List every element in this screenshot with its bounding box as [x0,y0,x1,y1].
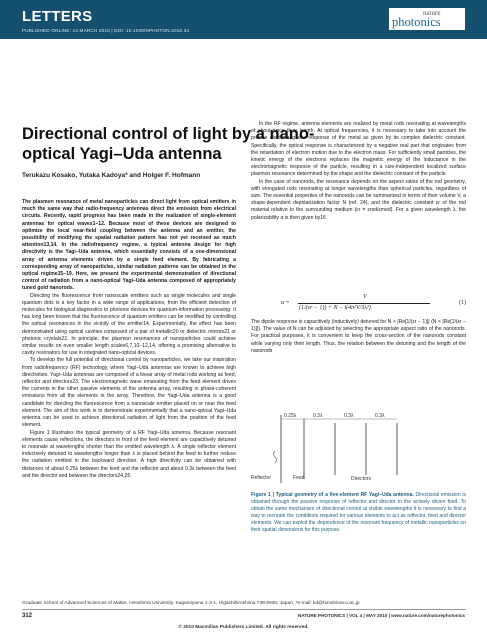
publication-meta: PUBLISHED ONLINE: 14 MARCH 2010 | DOI: 10.1038/NPHOTON.2010.34 [22,28,190,33]
body-paragraph: To develop the full potential of directional control by nanoparticles, we take our inspiration from radiofrequency (RF) technology, where Yagi–Uda antennas are known to achieve high directivities. Yagi–Uda antennas are composed of a linear array of metal rods working as feed, reflector and directors23. The electromagnetic wave emanating from the feed element drives the currents in the other passive elements of the antenna array, resulting in phase-coherent emissions from all the elements in the array. Therefore, the Yagi–Uda antenna is a good candidate for directing the fluorescence from a nanoscale emitter placed on or near the feed element. The aim of this work is to demonstrate experimentally that a nano-optical Yagi–Uda antenna can be used to achieve directional radiation of light from the position of the feed element. [22,357,236,429]
caption-title: Figure 1 | Typical geometry of a five-element RF Yagi–Uda antenna. [251,492,414,498]
spacing-label: 0.3λ [375,413,385,419]
fraction-bar [298,303,430,304]
copyright: © 2010 Macmillan Publishers Limited. All rights reserved. [178,625,309,630]
equation-1 [251,294,466,316]
logo-photonics-text: photonics [392,15,441,29]
spacing-label: 0.3λ [313,413,323,419]
body-paragraph: In the RF regime, antenna elements are realized by metal rods resonating at wavelengths of about twice their length. At optical frequencies, it is necessary to take into account the precise electromagnetic response of the metal as given by its complex dielectric constant. Specifically, the optical response is characterized by a negative real part that originates from the retardation of electron motion due to the electron mass. For sufficiently small particles, the kinetic energy of the electrons replaces the magnetic energy of the inductance in the electromagnetic response of the particle, resulting in a size-independent localized surface plasmon resonance determined by the shape and the dielectric constant of the particle. [251,121,466,178]
figure-caption [251,492,466,534]
figure-1 [251,413,466,483]
abstract: The plasmon resonance of metal nanoparticles can direct light from optical emitters in much the same way that radio-frequency antennas direct the emission from electrical circuits. Recently, rapid progress has been made in the realization of single-element antennas for optical waves1–12. Because most of these devices are designed to optimize the local near-field coupling between the antenna and an emitter, the possibility of modifying the spatial radiation pattern has not yet received as much attention13,14. In the radiofrequency regime, a typical antenna design for high directivity is the Yagi–Uda antenna, which essentially consists of a one-dimensional array of antenna elements driven by a single feed element. By fabricating a corresponding array of nanoparticles, similar radiation patterns can be obtained in the optical regime15–19. Here, we present the experimental demonstration of directional control of radiation from a nano-optical Yagi–Uda antenna composed of appropriately tuned gold nanorods. [22,199,236,292]
logo-nature-text: nature [423,9,441,17]
spacing-label: 0.25λ [284,413,297,419]
yagi-uda-diagram [251,413,466,483]
body-paragraph: The dipole response is capacitively (inductively) detuned for N > |Re[1/(εr − 1)]| (N < |Re[1/(εr − 1)]|). The value of N can be adjusted by selecting the appropriate aspect ratio of the nanorods. For practical purposes, it is convenient to keep the cross-section of the nanorods constant while varying only their length. Thus, the relation between the detuning and the length of the nanorods [251,319,466,354]
body-paragraph: Figure 1 illustrates the typical geometry of a RF Yagi–Uda antenna. Because resonant elements cause reflections, the directors in front of the feed element are capacitively detuned to resonate at wavelengths shorter than the emitted wavelength λ. A single reflector element inductively detuned to wavelengths longer than λ is placed behind the feed to further reduce the radiation emitted in the backward direction. A high directivity can be obtained with distances of about 0.25λ between the feed and the reflector and about 0.3λ between the feed and the director and between the directors24,25. [22,429,236,479]
equation-lhs: α = [281,300,290,306]
left-column [22,199,236,480]
section-label: LETTERS [22,8,93,25]
journal-header-band [0,0,487,39]
equation-number: (1) [459,300,466,306]
body-paragraph: In the case of nanorods, the resonance depends on the aspect ratios of the rod geometry, with elongated rods resonating at longer wavelengths than spherical particles, regardless of size. The essential properties of the nanorods can be summarized in terms of their volume V, a shape-dependent depolarization factor N (ref. 24), and the dielectric constant εr of the rod material relative to the surrounding medium (εr = εrod/εmed). For a given wavelength λ, the polarizability α is then given by16 [251,178,466,221]
article-title: Directional control of light by a nano-optical Yagi–Uda antenna [22,125,315,163]
journal-citation[interactable]: NATURE PHOTONICS | VOL 4 | MAY 2010 | www.nature.com/naturephotonics [297,613,465,618]
body-paragraph: Directing the fluorescence from nanoscale emitters such as single molecules and single quantum dots is a key factor in a wide range of applications, from the efficient detection of molecules for biological diagnostics to photonic devices for quantum-information processing. It has long been known that the fluorescence of quantum emitters can be modified by controlling the optical resonances in the vicinity of the emitter14. Experimentally, the effect has been demonstrated using optical cavities composed of a pair of metallic20 or dielectric mirrors21 or photonic crystals22. In principle, the plasmon resonances of nanoparticles could achieve similar results on even smaller length scales6,7,10–12,14, offering a promising alternative to cavity resonators for use in integrated nano-optical devices. [22,292,236,357]
caption-body: Directional emission is obtained through the passive response of reflector and director to the actively driven feed. To obtain the same mechanism of directional control at visible wavelengths it is necessary to find a way to recreate the conditions required for various elements to act as reflector, feed and director elements. We can exploit the dependence of the resonant frequency of metallic nanoparticles on their spatial dimensions for this purpose. [251,492,466,533]
source-icon [274,451,277,463]
feed-label: Feed [293,475,305,481]
equation-denominator: (1/(εr − 1)) + N − i(4π²V/3λ³) [299,305,371,311]
equation-numerator: V [363,294,367,300]
directors-label: Directors [351,476,372,482]
right-column [251,121,466,222]
journal-logo[interactable] [389,8,465,30]
right-column-continued [251,319,466,355]
affiliation-footnote: Graduate School of Advanced Sciences of Matter, Hiroshima University, Kagamiyama 1-3-1, Higashihiroshima 739-8530, Japan. *e-mail: kd@hiroshima-u.ac.jp [22,601,360,606]
spacing-label: 0.3λ [344,413,354,419]
reflector-label: Reflector [251,475,272,481]
article-authors: Terukazu Kosako, Yutaka Kadoya* and Holger F. Hofmann [22,172,201,179]
page-number: 312 [22,613,33,619]
footer-rule [22,609,466,610]
